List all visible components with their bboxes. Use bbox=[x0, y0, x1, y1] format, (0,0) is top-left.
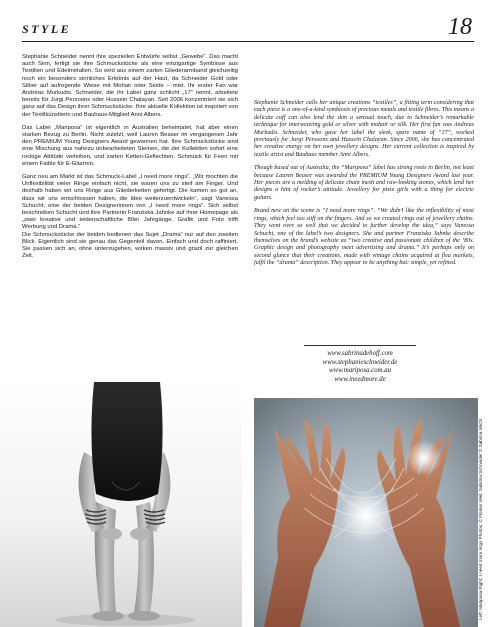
english-paragraph-1: Stephanie Schneider calls her unique creations “textiles”, a fitting term considering that each piece is a one-of-a-kind symbiosis of precious metals and textile fibres. This means a delicate cuff can also lend the skin a sensual touch, due to Schneider’s remarkable technique for interweaving gold or silver with mohair or silk. Her first fan was Andreas Murkudis. Schneider, who gave her label the sleek, spare name of “17”, worked previously for Jurgi Persoons and Hussein Chalayan. Since 2006, she has concentrated her creative energy on her own jewellery designs. Her current collection is inspired by textile artist and Bauhaus member Anni Albers. bbox=[254, 100, 474, 158]
english-text-column bbox=[254, 100, 474, 274]
link-sabrinadehoff[interactable]: www.sabrinadehoff.com bbox=[327, 350, 393, 357]
english-paragraph-2: Though based out of Australia, the “Mariposa” label has strong roots in Berlin, not least because Lauren Beaser was awarded the PREMIUM Young Designers Award last year. Her pieces are a melding of delicate chain mesh and raw-looking stones, which lend her designs a hint of rocker’s attitude. Jewellery for pixie girls with a thing for electric guitars. bbox=[254, 165, 474, 201]
links-rule bbox=[304, 345, 416, 346]
page-header bbox=[22, 14, 474, 40]
photo-credit: Left: Mariposa Right: I need more rings Photos: © Florian Weil, Sabrina Schneider © Sabrina Wicht bbox=[478, 418, 483, 620]
german-paragraph-1: Stephanie Schneider nennt ihre speziellen Entwürfe selbst „Gewebe“. Das macht auch Sinn, fertigt sie ihre Schmuckstücke als eine einzigartige Symbiose aus Textilien und Edelmetallen. So wird aus einem zarten Gliederarmband gleichzeitig noch ein besonders sinnliches Erlebnis auf der Haut, da Schneider Gold oder Silber auf aufregende Weise mit Mohair oder Seide – mixt. Ihr erster Fan war Andreas Murkudis. Schneider, die ihr Label ganz schlicht „17“ nennt, arbeitete bereits für Jurgi Persoons oder Hussein Chalayan. Seit 2006 konzentriert sie sich ganz auf das Design ihrer Schmuckstücke. Ihre aktuelle Kollektion ist inspiriert von der Textilkünstlerin und Bauhaus-Mitglied Anni Albers. bbox=[22, 54, 238, 118]
link-mariposa[interactable]: www.mariposa.com.au bbox=[329, 367, 391, 375]
crouching-woman-illustration bbox=[0, 382, 242, 627]
link-stephanieschneider[interactable]: www.stephanieschneider.de bbox=[322, 358, 398, 366]
section-title: STYLE bbox=[22, 22, 72, 36]
header-rule bbox=[22, 41, 474, 42]
website-links bbox=[290, 350, 430, 384]
german-text-column bbox=[22, 54, 238, 266]
link-ineedmore[interactable]: www.ineedmore.de bbox=[334, 375, 386, 383]
photo-crouching-woman bbox=[0, 382, 242, 627]
german-paragraph-3: Ganz neu am Markt ist das Schmuck-Label „I need more rings“. „Wir mochten die Unflexibilität vieler Ringe einfach nicht, sie waren uns zu steif am Finger. Und deshalb haben wir uns Ringe aus Gliederketten gefertigt. Die kamen so gut an, dass wir uns entschlossen haben, die Idee weiterzuentwickeln“, sagt Vanessa Schucht, eine der beiden Designerinnen von „I need more rings“. Sich selbst beschreiben Schucht und ihre Partnerin Franziska Jahnke auf ihrer Homepage als „zwei kreative und leidenschaftliche 80er Jahrgänge. Grafik und Foto trifft Werbung und Drama.“ bbox=[22, 174, 238, 231]
page-number: 18 bbox=[448, 14, 472, 40]
english-paragraph-3: Brand new on the scene is “I need more rings”. “We didn’t like the inflexibility of most rings, which feel too stiff on the fingers. And so we created rings out of jewellery chains. They went over so well that we decided to further develop the idea,” says Vanessa Schucht, one of the label’s two designers. She and partner Franziska Jahnke describe themselves on the brand’s website as “two creative and passionate children of the ’80s. Graphic design and photography meet advertising and drama.” It’s perhaps only on second glance that their creations, made with vintage chains acquired at flea markets, fulfil the “drama” description. They appear to be anything but: simple, yet refined. bbox=[254, 208, 474, 267]
german-paragraph-2: Das Label „Mariposa“ ist eigentlich in Australien beheimatet, hat aber einen starken Bezug zu Berlin. Nicht zuletzt, weil Lauren Beaser im vergangenen Jahr den PREMIUM Young Designers Award gewonnen hat. Ihre Schmuckstücke sind eine Mischung aus nahezu unbearbeiteten Steinen, die der Kollektion sofort eine rockige Attitüde verleihen, und zarten Ketten-Geflechten. Schmuck für Feen mit einem Faible für E-Gitarren. bbox=[22, 124, 238, 167]
hands-chains-illustration bbox=[254, 398, 478, 627]
german-paragraph-4: Die Schmuckstücke der beiden bedienen das Sujet „Drama“ nur auf den zweiten Blick. Eigentlich sind sie genau das Gegenteil davon. Einfach und doch raffiniert. Sie passen sich an, ohne unterzugehen, wirken massiv und grazil zur gleichen Zeit. bbox=[22, 231, 238, 260]
photo-hands-with-chains bbox=[254, 398, 478, 627]
